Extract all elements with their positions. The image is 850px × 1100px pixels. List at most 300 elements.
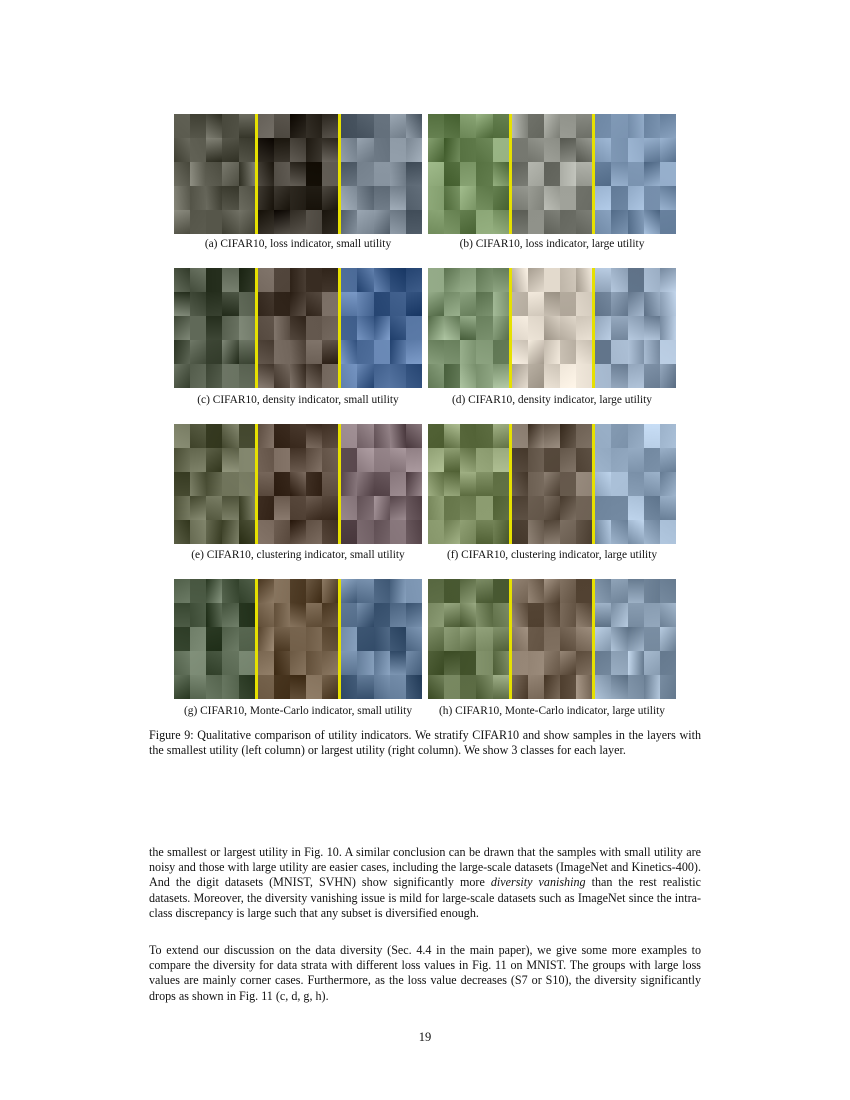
sample-thumbnail bbox=[493, 114, 509, 138]
sample-thumbnail bbox=[274, 675, 290, 699]
sample-thumbnail bbox=[644, 364, 660, 388]
sample-thumbnail bbox=[476, 675, 492, 699]
class-block bbox=[595, 424, 676, 544]
sample-thumbnail bbox=[628, 472, 644, 496]
sample-thumbnail bbox=[306, 316, 322, 340]
sample-thumbnail bbox=[322, 627, 338, 651]
sample-thumbnail bbox=[595, 627, 611, 651]
sample-thumbnail bbox=[544, 603, 560, 627]
sample-thumbnail bbox=[611, 162, 627, 186]
sample-thumbnail bbox=[560, 316, 576, 340]
sample-thumbnail bbox=[374, 292, 390, 316]
sample-thumbnail bbox=[290, 292, 306, 316]
sample-thumbnail bbox=[206, 210, 222, 234]
sample-thumbnail bbox=[428, 162, 444, 186]
sample-thumbnail bbox=[290, 496, 306, 520]
subfigure-g-image bbox=[174, 579, 422, 699]
sample-thumbnail bbox=[174, 579, 190, 603]
sample-thumbnail bbox=[660, 579, 676, 603]
sample-thumbnail bbox=[660, 627, 676, 651]
sample-thumbnail bbox=[560, 292, 576, 316]
sample-thumbnail bbox=[174, 472, 190, 496]
sample-thumbnail bbox=[512, 496, 528, 520]
sample-thumbnail bbox=[611, 675, 627, 699]
sample-thumbnail bbox=[190, 210, 206, 234]
sample-thumbnail bbox=[544, 675, 560, 699]
sample-thumbnail bbox=[644, 138, 660, 162]
sample-thumbnail bbox=[444, 448, 460, 472]
sample-thumbnail bbox=[258, 675, 274, 699]
sample-thumbnail bbox=[644, 675, 660, 699]
sample-thumbnail bbox=[476, 627, 492, 651]
sample-thumbnail bbox=[512, 603, 528, 627]
subfigure-g-caption: (g) CIFAR10, Monte-Carlo indicator, small utility bbox=[183, 705, 413, 717]
sample-thumbnail bbox=[476, 114, 492, 138]
sample-thumbnail bbox=[544, 138, 560, 162]
sample-thumbnail bbox=[341, 627, 357, 651]
sample-thumbnail bbox=[611, 651, 627, 675]
para1-text-b: than the rest realistic datasets. Moreover, the diversity vanishing issue is mild for large-scale datasets such as ImageNet since the intra-class discrepancy is large such that any subset is diversified enough. bbox=[149, 875, 701, 920]
sample-thumbnail bbox=[222, 292, 238, 316]
sample-thumbnail bbox=[428, 472, 444, 496]
sample-thumbnail bbox=[406, 364, 422, 388]
sample-thumbnail bbox=[628, 114, 644, 138]
sample-thumbnail bbox=[428, 675, 444, 699]
sample-thumbnail bbox=[660, 138, 676, 162]
subfigure-a-caption: (a) CIFAR10, loss indicator, small utility bbox=[204, 238, 392, 250]
sample-thumbnail bbox=[322, 496, 338, 520]
sample-thumbnail bbox=[611, 627, 627, 651]
sample-thumbnail bbox=[190, 340, 206, 364]
sample-thumbnail bbox=[190, 186, 206, 210]
sample-thumbnail bbox=[611, 579, 627, 603]
sample-thumbnail bbox=[258, 268, 274, 292]
subfigure-e-caption: (e) CIFAR10, clustering indicator, small utility bbox=[191, 549, 405, 561]
sample-thumbnail bbox=[258, 114, 274, 138]
sample-thumbnail bbox=[357, 114, 373, 138]
sample-thumbnail bbox=[660, 186, 676, 210]
sample-thumbnail bbox=[628, 651, 644, 675]
sample-thumbnail bbox=[190, 603, 206, 627]
sample-thumbnail bbox=[306, 364, 322, 388]
sample-thumbnail bbox=[322, 364, 338, 388]
class-block bbox=[174, 424, 255, 544]
class-block bbox=[512, 268, 593, 388]
sample-thumbnail bbox=[476, 268, 492, 292]
sample-thumbnail bbox=[222, 186, 238, 210]
sample-thumbnail bbox=[406, 424, 422, 448]
class-block bbox=[595, 579, 676, 699]
sample-thumbnail bbox=[493, 292, 509, 316]
sample-thumbnail bbox=[476, 472, 492, 496]
sample-thumbnail bbox=[274, 424, 290, 448]
sample-thumbnail bbox=[239, 579, 255, 603]
sample-thumbnail bbox=[274, 496, 290, 520]
sample-thumbnail bbox=[644, 210, 660, 234]
sample-thumbnail bbox=[357, 316, 373, 340]
sample-thumbnail bbox=[644, 424, 660, 448]
sample-thumbnail bbox=[406, 603, 422, 627]
sample-thumbnail bbox=[576, 316, 592, 340]
class-block bbox=[428, 579, 509, 699]
sample-thumbnail bbox=[428, 340, 444, 364]
sample-thumbnail bbox=[290, 138, 306, 162]
sample-thumbnail bbox=[390, 316, 406, 340]
sample-thumbnail bbox=[576, 603, 592, 627]
sample-thumbnail bbox=[357, 268, 373, 292]
class-block bbox=[512, 424, 593, 544]
sample-thumbnail bbox=[560, 364, 576, 388]
sample-thumbnail bbox=[512, 138, 528, 162]
class-block bbox=[512, 114, 593, 234]
sample-thumbnail bbox=[341, 186, 357, 210]
sample-thumbnail bbox=[544, 340, 560, 364]
sample-thumbnail bbox=[374, 186, 390, 210]
sample-thumbnail bbox=[560, 472, 576, 496]
sample-thumbnail bbox=[460, 675, 476, 699]
sample-thumbnail bbox=[406, 186, 422, 210]
sample-thumbnail bbox=[190, 496, 206, 520]
class-block bbox=[174, 268, 255, 388]
sample-thumbnail bbox=[660, 162, 676, 186]
sample-thumbnail bbox=[560, 268, 576, 292]
sample-thumbnail bbox=[322, 424, 338, 448]
sample-thumbnail bbox=[660, 520, 676, 544]
sample-thumbnail bbox=[341, 210, 357, 234]
sample-thumbnail bbox=[341, 520, 357, 544]
sample-thumbnail bbox=[406, 496, 422, 520]
sample-thumbnail bbox=[611, 603, 627, 627]
sample-thumbnail bbox=[460, 268, 476, 292]
sample-thumbnail bbox=[512, 579, 528, 603]
sample-thumbnail bbox=[258, 520, 274, 544]
sample-thumbnail bbox=[560, 627, 576, 651]
sample-thumbnail bbox=[357, 210, 373, 234]
sample-thumbnail bbox=[428, 268, 444, 292]
sample-thumbnail bbox=[190, 675, 206, 699]
sample-thumbnail bbox=[274, 316, 290, 340]
sample-thumbnail bbox=[222, 675, 238, 699]
sample-thumbnail bbox=[341, 292, 357, 316]
sample-thumbnail bbox=[174, 316, 190, 340]
sample-thumbnail bbox=[611, 448, 627, 472]
sample-thumbnail bbox=[306, 675, 322, 699]
sample-thumbnail bbox=[357, 162, 373, 186]
sample-thumbnail bbox=[460, 316, 476, 340]
sample-thumbnail bbox=[341, 603, 357, 627]
sample-thumbnail bbox=[306, 186, 322, 210]
sample-thumbnail bbox=[611, 316, 627, 340]
sample-thumbnail bbox=[239, 316, 255, 340]
sample-thumbnail bbox=[206, 138, 222, 162]
sample-thumbnail bbox=[357, 292, 373, 316]
sample-thumbnail bbox=[274, 340, 290, 364]
sample-thumbnail bbox=[476, 496, 492, 520]
sample-thumbnail bbox=[290, 210, 306, 234]
sample-thumbnail bbox=[290, 316, 306, 340]
sample-thumbnail bbox=[576, 472, 592, 496]
sample-thumbnail bbox=[628, 496, 644, 520]
sample-thumbnail bbox=[190, 364, 206, 388]
sample-thumbnail bbox=[341, 268, 357, 292]
sample-thumbnail bbox=[341, 138, 357, 162]
sample-thumbnail bbox=[428, 292, 444, 316]
sample-thumbnail bbox=[239, 292, 255, 316]
sample-thumbnail bbox=[222, 316, 238, 340]
sample-thumbnail bbox=[222, 472, 238, 496]
sample-thumbnail bbox=[493, 448, 509, 472]
sample-thumbnail bbox=[306, 603, 322, 627]
sample-thumbnail bbox=[357, 579, 373, 603]
sample-thumbnail bbox=[628, 448, 644, 472]
sample-thumbnail bbox=[374, 138, 390, 162]
sample-thumbnail bbox=[274, 268, 290, 292]
para1-emphasis: diversity vanishing bbox=[490, 875, 586, 890]
sample-thumbnail bbox=[274, 210, 290, 234]
sample-thumbnail bbox=[595, 675, 611, 699]
sample-thumbnail bbox=[512, 651, 528, 675]
sample-thumbnail bbox=[239, 138, 255, 162]
sample-thumbnail bbox=[576, 651, 592, 675]
sample-thumbnail bbox=[528, 496, 544, 520]
sample-thumbnail bbox=[544, 210, 560, 234]
sample-thumbnail bbox=[239, 340, 255, 364]
sample-thumbnail bbox=[460, 472, 476, 496]
sample-thumbnail bbox=[576, 210, 592, 234]
sample-thumbnail bbox=[341, 114, 357, 138]
class-block bbox=[341, 114, 422, 234]
sample-thumbnail bbox=[357, 675, 373, 699]
sample-thumbnail bbox=[512, 186, 528, 210]
sample-thumbnail bbox=[374, 675, 390, 699]
sample-thumbnail bbox=[274, 603, 290, 627]
sample-thumbnail bbox=[306, 162, 322, 186]
sample-thumbnail bbox=[528, 340, 544, 364]
sample-thumbnail bbox=[190, 268, 206, 292]
sample-thumbnail bbox=[322, 292, 338, 316]
sample-thumbnail bbox=[428, 210, 444, 234]
sample-thumbnail bbox=[660, 424, 676, 448]
sample-thumbnail bbox=[460, 186, 476, 210]
sample-thumbnail bbox=[306, 210, 322, 234]
sample-thumbnail bbox=[628, 627, 644, 651]
class-block bbox=[595, 114, 676, 234]
sample-thumbnail bbox=[493, 675, 509, 699]
sample-thumbnail bbox=[528, 675, 544, 699]
sample-thumbnail bbox=[190, 579, 206, 603]
sample-thumbnail bbox=[512, 424, 528, 448]
sample-thumbnail bbox=[322, 316, 338, 340]
sample-thumbnail bbox=[390, 675, 406, 699]
sample-thumbnail bbox=[341, 316, 357, 340]
sample-thumbnail bbox=[406, 520, 422, 544]
sample-thumbnail bbox=[341, 162, 357, 186]
sample-thumbnail bbox=[341, 496, 357, 520]
sample-thumbnail bbox=[357, 603, 373, 627]
sample-thumbnail bbox=[560, 340, 576, 364]
class-block bbox=[341, 579, 422, 699]
sample-thumbnail bbox=[357, 651, 373, 675]
sample-thumbnail bbox=[560, 424, 576, 448]
subfigure-c-caption: (c) CIFAR10, density indicator, small utility bbox=[197, 394, 399, 406]
sample-thumbnail bbox=[206, 186, 222, 210]
sample-thumbnail bbox=[222, 448, 238, 472]
sample-thumbnail bbox=[644, 472, 660, 496]
sample-thumbnail bbox=[560, 651, 576, 675]
sample-thumbnail bbox=[258, 579, 274, 603]
sample-thumbnail bbox=[390, 520, 406, 544]
sample-thumbnail bbox=[528, 210, 544, 234]
sample-thumbnail bbox=[374, 579, 390, 603]
sample-thumbnail bbox=[493, 210, 509, 234]
sample-thumbnail bbox=[374, 496, 390, 520]
sample-thumbnail bbox=[239, 472, 255, 496]
sample-thumbnail bbox=[528, 138, 544, 162]
sample-thumbnail bbox=[357, 424, 373, 448]
sample-thumbnail bbox=[290, 424, 306, 448]
sample-thumbnail bbox=[239, 448, 255, 472]
sample-thumbnail bbox=[258, 340, 274, 364]
sample-thumbnail bbox=[322, 210, 338, 234]
sample-thumbnail bbox=[357, 496, 373, 520]
sample-thumbnail bbox=[190, 627, 206, 651]
sample-thumbnail bbox=[595, 603, 611, 627]
sample-thumbnail bbox=[528, 579, 544, 603]
sample-thumbnail bbox=[239, 114, 255, 138]
sample-thumbnail bbox=[493, 186, 509, 210]
sample-thumbnail bbox=[341, 448, 357, 472]
sample-thumbnail bbox=[390, 340, 406, 364]
sample-thumbnail bbox=[476, 603, 492, 627]
sample-thumbnail bbox=[357, 340, 373, 364]
sample-thumbnail bbox=[306, 651, 322, 675]
sample-thumbnail bbox=[644, 579, 660, 603]
sample-thumbnail bbox=[174, 114, 190, 138]
sample-thumbnail bbox=[576, 162, 592, 186]
sample-thumbnail bbox=[290, 268, 306, 292]
sample-thumbnail bbox=[611, 186, 627, 210]
sample-thumbnail bbox=[258, 496, 274, 520]
sample-thumbnail bbox=[290, 364, 306, 388]
sample-thumbnail bbox=[239, 520, 255, 544]
sample-thumbnail bbox=[460, 603, 476, 627]
sample-thumbnail bbox=[460, 651, 476, 675]
sample-thumbnail bbox=[560, 114, 576, 138]
sample-thumbnail bbox=[528, 448, 544, 472]
sample-thumbnail bbox=[306, 496, 322, 520]
sample-thumbnail bbox=[206, 316, 222, 340]
sample-thumbnail bbox=[528, 627, 544, 651]
sample-thumbnail bbox=[206, 651, 222, 675]
class-block bbox=[428, 114, 509, 234]
sample-thumbnail bbox=[190, 520, 206, 544]
sample-thumbnail bbox=[528, 316, 544, 340]
sample-thumbnail bbox=[560, 210, 576, 234]
sample-thumbnail bbox=[660, 292, 676, 316]
sample-thumbnail bbox=[390, 496, 406, 520]
sample-thumbnail bbox=[290, 627, 306, 651]
sample-thumbnail bbox=[660, 603, 676, 627]
sample-thumbnail bbox=[206, 114, 222, 138]
sample-thumbnail bbox=[528, 472, 544, 496]
sample-thumbnail bbox=[444, 424, 460, 448]
sample-thumbnail bbox=[644, 496, 660, 520]
sample-thumbnail bbox=[374, 627, 390, 651]
sample-thumbnail bbox=[274, 579, 290, 603]
sample-thumbnail bbox=[460, 364, 476, 388]
sample-thumbnail bbox=[628, 162, 644, 186]
sample-thumbnail bbox=[406, 162, 422, 186]
sample-thumbnail bbox=[428, 496, 444, 520]
sample-thumbnail bbox=[628, 364, 644, 388]
sample-thumbnail bbox=[528, 162, 544, 186]
sample-thumbnail bbox=[390, 292, 406, 316]
sample-thumbnail bbox=[660, 496, 676, 520]
sample-thumbnail bbox=[390, 472, 406, 496]
sample-thumbnail bbox=[544, 651, 560, 675]
sample-thumbnail bbox=[258, 472, 274, 496]
sample-thumbnail bbox=[493, 603, 509, 627]
class-block bbox=[174, 114, 255, 234]
body-paragraph-2: To extend our discussion on the data diversity (Sec. 4.4 in the main paper), we give some more examples to compare the diversity for data strata with different loss values in Fig. 11 on MNIST. The groups with large loss values are mainly corner cases. Furthermore, as the loss value decreases (S7 or S10), the diversity significantly drops as shown in Fig. 11 (c, d, g, h). bbox=[149, 943, 701, 1003]
sample-thumbnail bbox=[476, 340, 492, 364]
sample-thumbnail bbox=[493, 138, 509, 162]
sample-thumbnail bbox=[290, 340, 306, 364]
sample-thumbnail bbox=[406, 651, 422, 675]
subfigure-b-image bbox=[428, 114, 676, 234]
sample-thumbnail bbox=[322, 186, 338, 210]
sample-thumbnail bbox=[239, 627, 255, 651]
sample-thumbnail bbox=[644, 162, 660, 186]
sample-thumbnail bbox=[576, 496, 592, 520]
sample-thumbnail bbox=[274, 162, 290, 186]
sample-thumbnail bbox=[628, 292, 644, 316]
sample-thumbnail bbox=[222, 579, 238, 603]
sample-thumbnail bbox=[322, 114, 338, 138]
sample-thumbnail bbox=[476, 651, 492, 675]
sample-thumbnail bbox=[374, 424, 390, 448]
sample-thumbnail bbox=[341, 340, 357, 364]
sample-thumbnail bbox=[512, 316, 528, 340]
sample-thumbnail bbox=[290, 186, 306, 210]
sample-thumbnail bbox=[595, 520, 611, 544]
sample-thumbnail bbox=[644, 114, 660, 138]
sample-thumbnail bbox=[644, 292, 660, 316]
sample-thumbnail bbox=[444, 472, 460, 496]
sample-thumbnail bbox=[341, 364, 357, 388]
sample-thumbnail bbox=[560, 138, 576, 162]
sample-thumbnail bbox=[322, 603, 338, 627]
sample-thumbnail bbox=[390, 627, 406, 651]
sample-thumbnail bbox=[258, 424, 274, 448]
sample-thumbnail bbox=[512, 472, 528, 496]
sample-thumbnail bbox=[644, 603, 660, 627]
sample-thumbnail bbox=[493, 627, 509, 651]
sample-thumbnail bbox=[611, 210, 627, 234]
sample-thumbnail bbox=[206, 364, 222, 388]
sample-thumbnail bbox=[374, 268, 390, 292]
sample-thumbnail bbox=[560, 496, 576, 520]
sample-thumbnail bbox=[174, 292, 190, 316]
sample-thumbnail bbox=[239, 675, 255, 699]
sample-thumbnail bbox=[628, 316, 644, 340]
body-paragraph-1 bbox=[149, 845, 701, 921]
sample-thumbnail bbox=[528, 364, 544, 388]
sample-thumbnail bbox=[190, 472, 206, 496]
sample-thumbnail bbox=[460, 424, 476, 448]
sample-thumbnail bbox=[306, 579, 322, 603]
sample-thumbnail bbox=[628, 340, 644, 364]
